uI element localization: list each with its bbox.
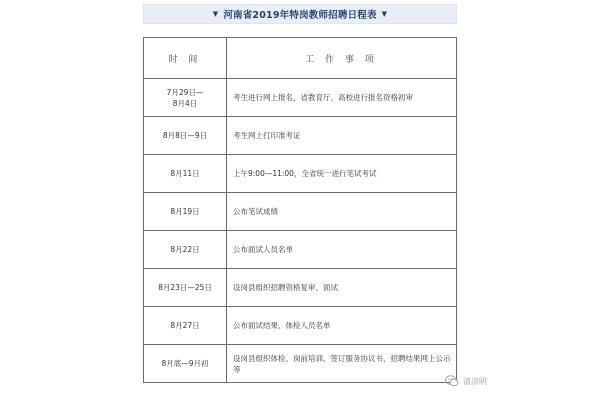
task-cell: 公布面试结果、体检人员名单 [227,307,457,345]
table-row [144,307,457,345]
time-cell: 8月19日 [144,193,227,231]
task-cell: 设岗县组织招聘资格复审、面试 [227,269,457,307]
watermark-text: 清凉明 [463,376,487,386]
time-cell: 8月22日 [144,231,227,269]
table-row [144,193,457,231]
task-cell: 公布笔试成绩 [227,193,457,231]
header-task: 工 作 事 项 [227,38,457,79]
time-cell: 8月底—9月初 [144,345,227,383]
time-cell: 8月27日 [144,307,227,345]
header-time: 时 间 [144,38,227,79]
time-line: 7月29日— 8月4日 [166,87,204,108]
watermark [445,374,487,388]
table-row [144,269,457,307]
task-cell: 公布面试人员名单 [227,231,457,269]
table-row [144,117,457,155]
wechat-logo-icon [445,374,459,388]
task-cell: 上午9:00—11:00，全省统一进行笔试考试 [227,155,457,193]
triangle-down-icon: ▼ [212,10,219,18]
table-row [144,79,457,117]
task-cell: 考生进行网上报名，省教育厅、高校进行报名资格初审 [227,79,457,117]
time-cell: 8月11日 [144,155,227,193]
table-header-row [144,38,457,79]
time-cell: 8月23日—25日 [144,269,227,307]
page-title-text: 河南省2019年特岗教师招聘日程表 [223,10,377,21]
schedule-table [143,37,457,383]
time-cell: 8月8日—9日 [144,117,227,155]
task-cell: 设岗县组织体检、岗前培训、签订服务协议书，招聘结果网上公示等 [227,345,457,383]
page-title [143,4,457,24]
table-row [144,155,457,193]
table-row [144,231,457,269]
table-row [144,345,457,383]
time-cell [144,79,227,117]
triangle-down-icon: ▼ [381,10,388,18]
task-cell: 考生网上打印准考证 [227,117,457,155]
